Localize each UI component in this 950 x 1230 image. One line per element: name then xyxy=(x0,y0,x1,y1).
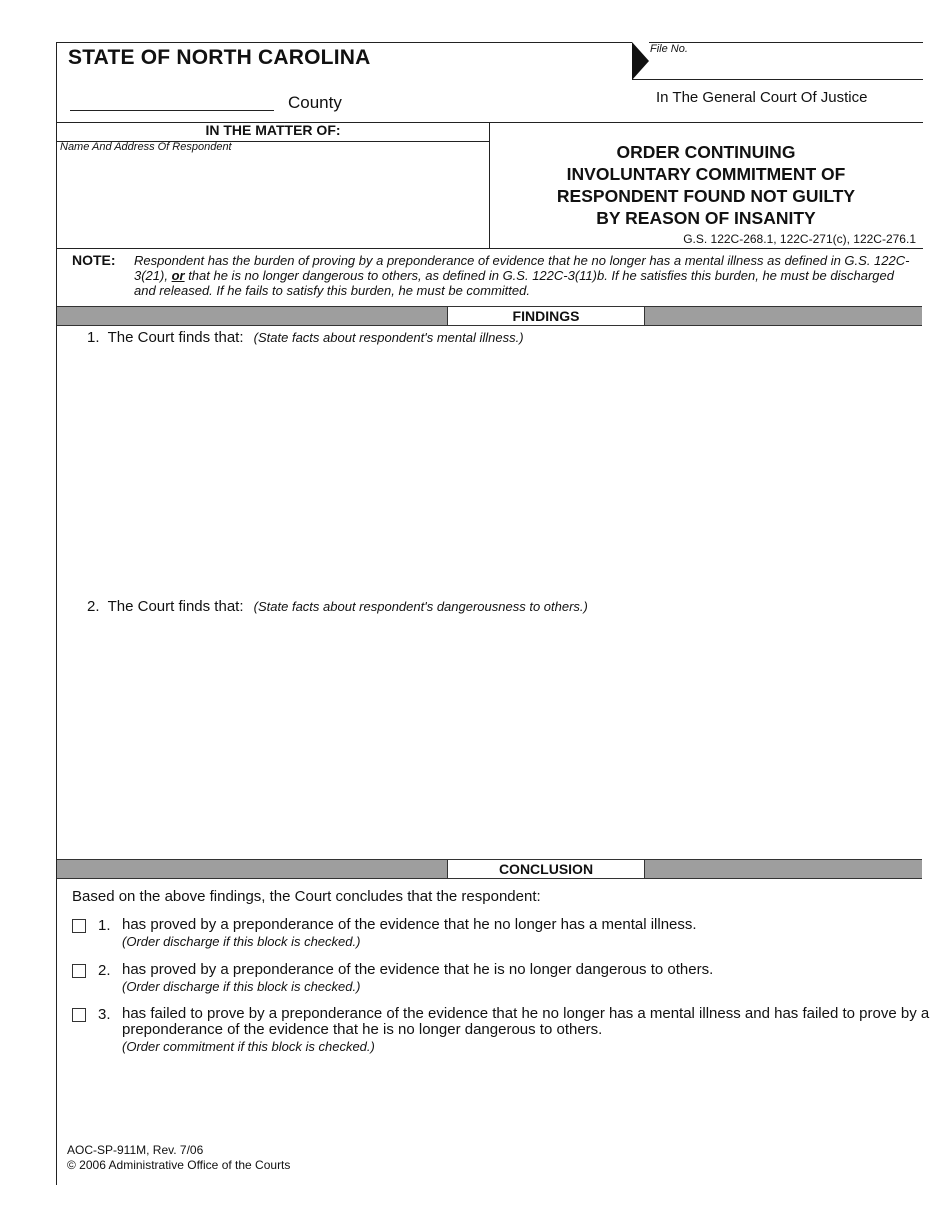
county-label: County xyxy=(288,93,342,112)
finding-2-entry-area[interactable] xyxy=(100,621,910,851)
finding-hint: (State facts about respondent's mental illness.) xyxy=(253,330,524,345)
copyright: © 2006 Administrative Office of the Courts xyxy=(67,1158,291,1172)
findings-bar xyxy=(57,306,922,326)
finding-number: 2. xyxy=(87,598,100,615)
option-1-checkbox[interactable] xyxy=(72,919,86,933)
left-border xyxy=(56,42,57,1185)
note-or-word: or xyxy=(171,268,185,283)
finding-1-entry-area[interactable] xyxy=(100,352,910,592)
matter-heading: IN THE MATTER OF: xyxy=(205,122,341,138)
finding-text: The Court finds that: xyxy=(107,329,244,346)
option-hint: (Order commitment if this block is checked.) xyxy=(122,1039,375,1054)
file-no-underline xyxy=(632,79,923,80)
conclusion-intro: Based on the above findings, the Court concludes that the respondent: xyxy=(72,888,541,905)
top-border-right xyxy=(649,42,923,43)
note-text-after: that he is no longer dangerous to others, as defined in G.S. 122C-3(11)b. If he satisfies this burden, he must be discharged and released. If he fails to satisfy this burden, he must be committed. xyxy=(134,268,894,298)
note-text-before: Respondent has the burden of proving by a preponderance of evidence that he no longer has a mental illness as defined in G.S. 122C-3(21), xyxy=(134,253,910,283)
order-title-line-4: BY REASON OF INSANITY xyxy=(596,208,816,228)
top-border xyxy=(56,42,632,43)
footer xyxy=(67,1143,290,1173)
court-name: In The General Court Of Justice xyxy=(656,89,868,106)
finding-hint: (State facts about respondent's dangerousness to others.) xyxy=(253,599,588,614)
finding-number: 1. xyxy=(87,329,100,346)
state-title: STATE OF NORTH CAROLINA xyxy=(68,46,371,69)
option-text: has proved by a preponderance of the evidence that he no longer has a mental illness. xyxy=(122,916,697,933)
findings-heading: FINDINGS xyxy=(447,306,645,326)
option-2-checkbox[interactable] xyxy=(72,964,86,978)
conclusion-heading: CONCLUSION xyxy=(447,859,645,879)
option-number: 1. xyxy=(98,917,111,934)
statute-reference: G.S. 122C-268.1, 122C-271(c), 122C-276.1 xyxy=(683,232,916,246)
note-label: NOTE: xyxy=(72,252,116,268)
order-title-line-3: RESPONDENT FOUND NOT GUILTY xyxy=(556,186,856,206)
order-title xyxy=(490,141,922,229)
finding-item-2 xyxy=(87,598,588,615)
conclusion-bar xyxy=(57,859,922,879)
option-text: has proved by a preponderance of the evidence that he is no longer dangerous to others. xyxy=(122,961,714,978)
file-no-arrow-icon xyxy=(632,42,649,80)
order-title-line-2: INVOLUNTARY COMMITMENT OF xyxy=(566,164,846,184)
order-title-line-1: ORDER CONTINUING xyxy=(616,142,796,162)
county-field[interactable] xyxy=(70,110,274,111)
note-text xyxy=(134,253,916,298)
option-number: 2. xyxy=(98,962,111,979)
file-no-label: File No. xyxy=(650,43,688,55)
option-3-checkbox[interactable] xyxy=(72,1008,86,1022)
option-hint: (Order discharge if this block is checked.) xyxy=(122,934,361,949)
option-hint: (Order discharge if this block is checked.) xyxy=(122,979,361,994)
option-text: has failed to prove by a preponderance of the evidence that he no longer has a mental illness and has failed to prove by a preponderance of the evidence that he is no longer dangerous to others. xyxy=(122,1005,930,1038)
option-number: 3. xyxy=(98,1006,111,1023)
finding-text: The Court finds that: xyxy=(107,598,244,615)
respondent-field-label: Name And Address Of Respondent xyxy=(60,141,232,153)
caption-bottom xyxy=(56,248,923,249)
finding-item-1 xyxy=(87,329,524,346)
form-id: AOC-SP-911M, Rev. 7/06 xyxy=(67,1143,204,1157)
